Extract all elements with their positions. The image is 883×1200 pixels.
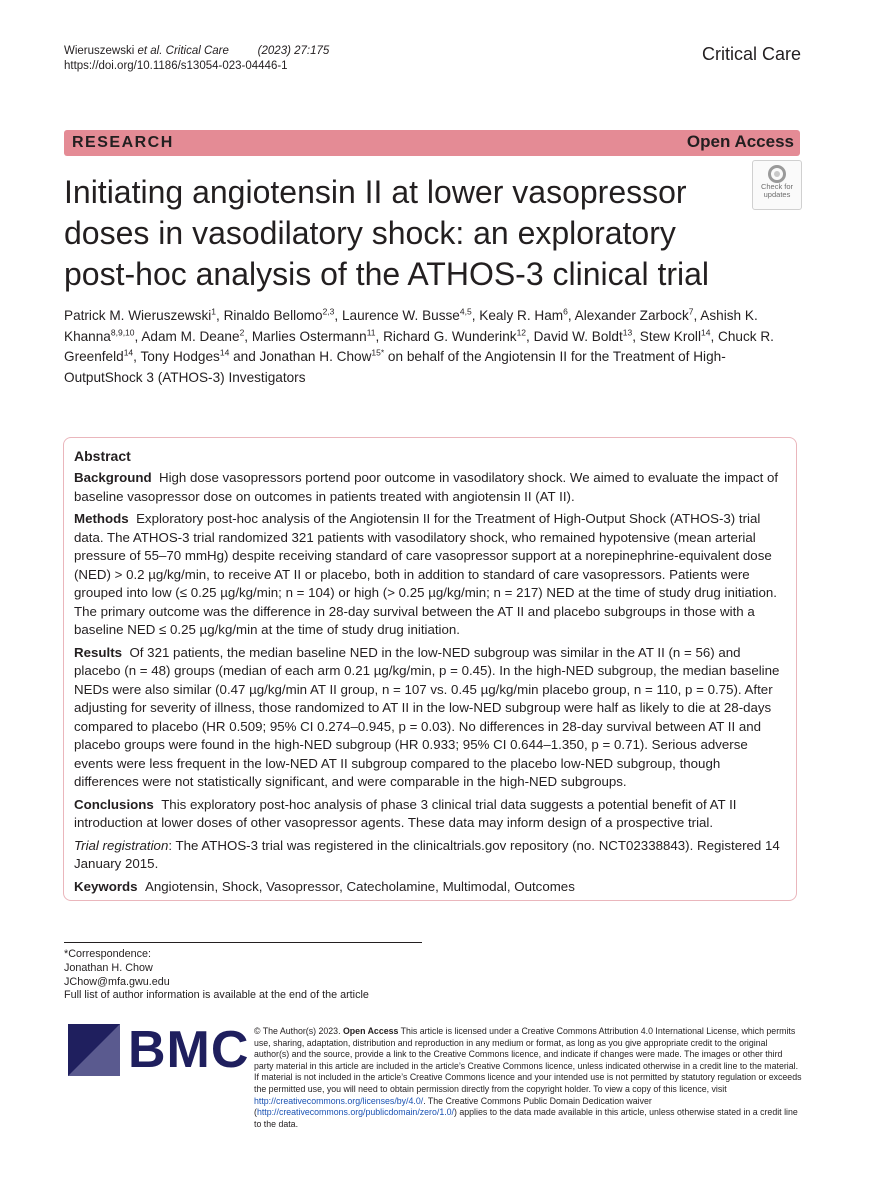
license-body: This article is licensed under a Creative Commons Attribution 4.0 International License, which permits use, sharing, adaptation, distribution and reproduction in any medium or format, as long as you give appropriate credit to the original author(s) and the source, provide a link to the Creative Commons licence, and indicate if changes were made. The images or other third party material in this article are included in the article’s Creative Commons licence, unless indicated otherwise in a credit line to the material. If material is not included in the article’s Creative Commons licence and your intended use is not permitted by statutory regulation or exceeds the permitted use, you will need to obtain permission directly from the copyright holder. To view a copy of this licence, visit — [254, 1026, 802, 1094]
author-name: David W. Boldt — [533, 328, 623, 344]
abstract-background — [74, 469, 786, 506]
correspondence-email[interactable]: JChow@mfa.gwu.edu — [64, 975, 170, 988]
author-info-note: Full list of author information is available at the end of the article — [64, 989, 369, 1002]
author-name: Ashish K. Khanna — [64, 308, 758, 344]
author-name: Tony Hodges — [140, 349, 220, 364]
check-for-updates-icon — [768, 165, 786, 183]
author-separator: , — [133, 349, 141, 364]
keywords-label: Keywords — [74, 878, 138, 894]
author-affiliation: 6 — [563, 306, 568, 317]
author-affiliation: 1 — [211, 306, 217, 317]
author-affiliation: 2 — [239, 326, 245, 337]
bmc-logo — [64, 1020, 250, 1080]
license-copyright: © The Author(s) 2023. — [254, 1026, 343, 1036]
abstract-conclusions-label: Conclusions — [74, 796, 154, 812]
abstract-conclusions-text: This exploratory post-hoc analysis of phase 3 clinical trial data suggests a potential benefit of AT II introduction at lower doses of other vasopressor agents. These data may inform design of a prospective trial. — [74, 796, 737, 830]
author-name: Richard G. Wunderink — [383, 328, 517, 344]
trial-registration — [74, 837, 786, 874]
article-title: Initiating angiotensin II at lower vasopressor doses in vasodilatory shock: an exploratory post-hoc analysis of the ATHOS-3 clinical trial — [64, 174, 709, 292]
abstract-box — [63, 437, 797, 901]
citation-header — [64, 44, 329, 74]
author-affiliation: 15* — [371, 347, 385, 358]
citation-et-al: et al. — [137, 45, 163, 57]
doi-link[interactable]: https://doi.org/10.1186/s13054-023-04446-1 — [64, 60, 288, 72]
author-affiliation: 14 — [123, 347, 134, 358]
author-name: Jonathan H. Chow — [259, 349, 372, 364]
author-name: Rinaldo Bellomo — [223, 308, 323, 323]
author-separator: , — [567, 308, 575, 323]
abstract-heading: Abstract — [74, 448, 131, 464]
author-separator: , — [526, 328, 534, 344]
bmc-logo-text: BMC — [128, 1021, 250, 1079]
cc-by-license-link[interactable]: http://creativecommons.org/licenses/by/4.0/ — [254, 1095, 424, 1106]
author-separator: , — [471, 308, 480, 323]
abstract-results-text: Of 321 patients, the median baseline NED in the low-NED subgroup was similar in the AT II (n = 56) and placebo (n = 48) groups (median of each arm 0.21 µg/kg/min, p = 0.45). In the high-NED subgroup, the median baseline NEDs were also similar (0.47 µg/kg/min AT II group, n = 107 vs. 0.45 µg/kg/min placebo group, n = 110, p = 0.75). After adjusting for severity of illness, those randomized to AT II in the low-NED subgroup were half as likely to die at 28-days compared to placebo (HR 0.509; 95% CI 0.274–0.945, p = 0.03). No differences in 28-day survival between AT II and placebo groups were found in the high-NED subgroup (HR 0.933; 95% CI 0.644–1.350, p = 0.71). Serious adverse events were less frequent in the low-NED AT II subgroup compared to the placebo low-NED subgroup, though differences were not statistically significant, and were comparable in the high-NED subgroups. — [74, 644, 780, 789]
author-name: Laurence W. Busse — [341, 308, 460, 323]
citation-year-volume: (2023) 27:175 — [257, 45, 330, 57]
author-separator: , — [216, 308, 224, 323]
author-affiliation: 14 — [700, 326, 711, 337]
abstract-methods-text: Exploratory post-hoc analysis of the Angiotensin II for the Treatment of High-Output Shock (ATHOS-3) trial data. The ATHOS-3 trial randomized 321 patients with vasodilatory shock, who remained hypotensive (mean arterial pressure of 55–70 mmHg) despite receiving standard of care vasopressor support at a norepinephrine-equivalent dose (NED) > 0.2 µg/kg/min, to receive AT II or placebo, both in addition to standard of care vasopressors. Patients were grouped into low (≤ 0.25 µg/kg/min; n = 104) or high (> 0.25 µg/kg/min; n = 217) NED at the time of study drug initiation. The primary outcome was the difference in 28-day survival between the AT II and placebo subgroups in those with a baseline NED ≤ 0.25 µg/kg/min at the time of study drug initiation. — [74, 511, 777, 637]
license-text — [254, 1026, 802, 1130]
author-affiliation: 11 — [366, 326, 376, 337]
abstract-conclusions — [74, 796, 786, 833]
author-separator: , — [710, 328, 719, 344]
keywords-text: Angiotensin, Shock, Vasopressor, Catecholamine, Multimodal, Outcomes — [144, 878, 575, 894]
author-name: Chuck R. Greenfeld — [64, 328, 774, 364]
check-for-updates-line2: updates — [763, 190, 791, 199]
author-separator: , — [632, 328, 640, 344]
article-type-banner — [64, 130, 800, 156]
check-for-updates-button[interactable] — [752, 160, 802, 210]
correspondence-name: Jonathan H. Chow — [64, 961, 153, 974]
citation-journal: Critical Care — [165, 45, 229, 57]
keywords — [74, 878, 786, 897]
author-affiliation: 8,9,10 — [110, 326, 135, 337]
trial-registration-text: : The ATHOS-3 trial was registered in the clinicaltrials.gov repository (no. NCT02338843). Registered 14 January 2015. — [74, 837, 780, 871]
author-separator: and — [229, 349, 260, 364]
abstract-background-label: Background — [74, 470, 152, 485]
author-separator: , — [244, 328, 252, 344]
license-closing-text: ) applies to the data made available in this article, unless otherwise stated in a credit line to the data. — [254, 1107, 798, 1129]
journal-name: Critical Care — [701, 44, 801, 64]
author-affiliation: 14 — [219, 347, 230, 358]
open-access-label: Open Access — [686, 132, 794, 151]
author-name: Patrick M. Wieruszewski — [64, 308, 212, 323]
author-name: Adam M. Deane — [141, 328, 240, 344]
abstract-results-label: Results — [74, 644, 123, 660]
license-open-access: Open Access — [342, 1026, 399, 1036]
abstract-methods — [74, 510, 786, 640]
license-waiver-text: . The Creative Commons Public Domain Dedication waiver ( — [254, 1095, 652, 1118]
author-list — [64, 306, 804, 388]
footnote-divider — [64, 942, 422, 943]
article-type-label: RESEARCH — [72, 134, 174, 151]
author-name: Stew Kroll — [639, 328, 701, 344]
author-name: Alexander Zarbock — [574, 308, 689, 323]
author-affiliation: 12 — [516, 326, 527, 337]
author-affiliation: 7 — [688, 306, 694, 317]
correspondence-label: *Correspondence: — [64, 948, 152, 960]
abstract-methods-label: Methods — [74, 511, 129, 526]
author-separator: , — [375, 328, 384, 344]
citation-authors: Wieruszewski — [64, 45, 135, 57]
abstract-background-text: High dose vasopressors portend poor outcome in vasodilatory shock. We aimed to evaluate the impact of baseline vasopressor dose on outcomes in patients treated with angiotensin II (AT II). — [74, 470, 779, 504]
correspondence-block — [64, 948, 369, 1003]
author-name: Marlies Ostermann — [251, 328, 367, 344]
author-name: Kealy R. Ham — [479, 308, 564, 323]
cc-zero-license-link[interactable]: http://creativecommons.org/publicdomain/zero/1.0/ — [256, 1107, 454, 1118]
trial-registration-label: Trial registration — [74, 837, 169, 853]
check-for-updates-line1: Check for — [760, 182, 794, 191]
authors-tail: on behalf of the Angiotensin II for the Treatment of High-OutputShock 3 (ATHOS-3) Investigators — [64, 349, 726, 385]
author-affiliation: 13 — [622, 326, 633, 337]
abstract-results — [74, 644, 786, 792]
author-separator: , — [334, 308, 342, 323]
author-separator: , — [693, 308, 701, 323]
bmc-logo-mark-icon — [64, 1020, 124, 1080]
author-affiliation: 4,5 — [459, 306, 472, 317]
author-affiliation: 2,3 — [322, 306, 335, 317]
author-separator: , — [134, 328, 142, 344]
